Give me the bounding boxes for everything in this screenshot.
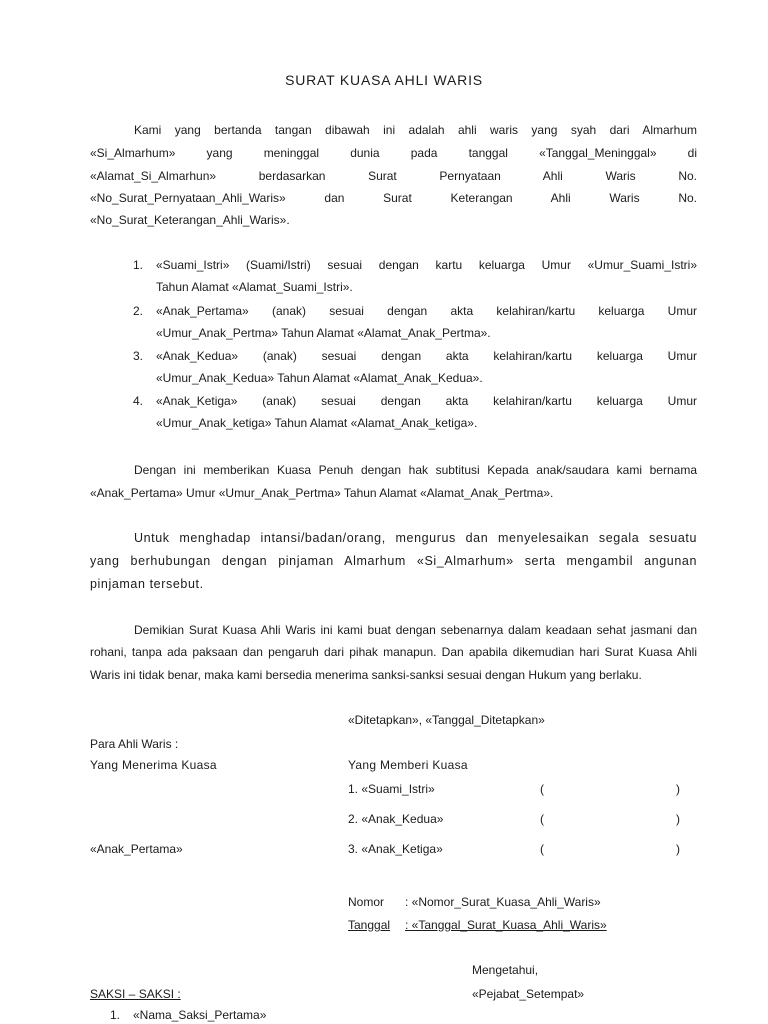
giver-label: Yang Memberi Kuasa bbox=[348, 758, 468, 772]
intro-line-5: «No_Surat_Keterangan_Ahli_Waris». bbox=[90, 213, 290, 227]
receiver-name: «Anak_Pertama» bbox=[90, 842, 183, 856]
witness-number: 1. bbox=[110, 1008, 121, 1022]
acknowledge-label: Mengetahui, bbox=[472, 963, 539, 977]
heir-line-2: «Umur_Anak_ketiga» Tahun Alamat «Alamat_Anak_ketiga». bbox=[156, 416, 478, 430]
signature-open-bracket: ( bbox=[540, 782, 544, 796]
nomor-value: : «Nomor_Surat_Kuasa_Ahli_Waris» bbox=[405, 895, 601, 909]
giver-name-2: 2. «Anak_Kedua» bbox=[348, 812, 444, 826]
signature-close-bracket: ) bbox=[676, 842, 680, 856]
signature-open-bracket: ( bbox=[540, 842, 544, 856]
witness-name: «Nama_Saksi_Pertama» bbox=[133, 1008, 267, 1022]
tanggal-label: Tanggal bbox=[348, 918, 391, 932]
giver-name-1: 1. «Suami_Istri» bbox=[348, 782, 435, 796]
closing-line-1: Demikian Surat Kuasa Ahli Waris ini kami buat dengan sebenarnya dalam keadaan sehat jasmani dan bbox=[134, 623, 697, 637]
witnesses-heading: SAKSI – SAKSI : bbox=[90, 987, 181, 1001]
list-number: 1. bbox=[133, 258, 144, 272]
nomor-label: Nomor bbox=[348, 895, 385, 909]
document-title: SURAT KUASA AHLI WARIS bbox=[285, 72, 483, 88]
closing-line-3: Waris ini tidak benar, maka kami bersedia menerima sanksi-sanksi sesuai dengan Hukum yang berlaku. bbox=[90, 668, 642, 682]
intro-line-4: «No_Surat_Pernyataan_Ahli_Waris» dan Surat Keterangan Ahli Waris No. bbox=[90, 191, 697, 205]
power-line-2: «Anak_Pertama» Umur «Umur_Anak_Pertma» Tahun Alamat «Alamat_Anak_Pertma». bbox=[90, 486, 554, 500]
list-number: 4. bbox=[133, 394, 144, 408]
list-number: 2. bbox=[133, 304, 144, 318]
purpose-line-3: pinjaman tersebut. bbox=[90, 577, 204, 591]
heir-line-2: «Umur_Anak_Kedua» Tahun Alamat «Alamat_Anak_Kedua». bbox=[156, 371, 483, 385]
intro-line-3: «Alamat_Si_Almarhun» berdasarkan Surat Pernyataan Ahli Waris No. bbox=[90, 169, 697, 183]
closing-line-2: rohani, tanpa ada paksaan dan pengaruh dari pihak manapun. Dan apabila dikemudian hari Surat Kuasa Ahli bbox=[90, 645, 697, 659]
signature-open-bracket: ( bbox=[540, 812, 544, 826]
heir-line-2: «Umur_Anak_Pertma» Tahun Alamat «Alamat_Anak_Pertma». bbox=[156, 326, 491, 340]
official-name: «Pejabat_Setempat» bbox=[472, 987, 585, 1001]
heir-line-1: «Anak_Ketiga» (anak) sesuai dengan akta kelahiran/kartu keluarga Umur bbox=[156, 394, 697, 408]
receiver-label: Yang Menerima Kuasa bbox=[90, 758, 217, 772]
power-line-1: Dengan ini memberikan Kuasa Penuh dengan hak subtitusi Kepada anak/saudara kami bernama bbox=[134, 463, 697, 477]
signature-close-bracket: ) bbox=[676, 782, 680, 796]
signature-close-bracket: ) bbox=[676, 812, 680, 826]
intro-line-2: «Si_Almarhum» yang meninggal dunia pada tanggal «Tanggal_Meninggal» di bbox=[90, 146, 697, 160]
heirs-label: Para Ahli Waris : bbox=[90, 737, 179, 751]
place-date: «Ditetapkan», «Tanggal_Ditetapkan» bbox=[348, 713, 545, 727]
purpose-line-2: yang berhubungan dengan pinjaman Almarhum «Si_Almarhum» serta mengambil angunan bbox=[90, 554, 697, 568]
intro-line-1: Kami yang bertanda tangan dibawah ini adalah ahli waris yang syah dari Almarhum bbox=[134, 123, 697, 137]
list-number: 3. bbox=[133, 349, 144, 363]
giver-name-3: 3. «Anak_Ketiga» bbox=[348, 842, 443, 856]
heir-line-1: «Anak_Kedua» (anak) sesuai dengan akta kelahiran/kartu keluarga Umur bbox=[156, 349, 697, 363]
heir-line-2: Tahun Alamat «Alamat_Suami_Istri». bbox=[156, 280, 353, 294]
heir-line-1: «Suami_Istri» (Suami/Istri) sesuai dengan kartu keluarga Umur «Umur_Suami_Istri» bbox=[156, 258, 697, 272]
purpose-line-1: Untuk menghadap intansi/badan/orang, mengurus dan menyelesaikan segala sesuatu bbox=[134, 531, 697, 545]
tanggal-value: : «Tanggal_Surat_Kuasa_Ahli_Waris» bbox=[405, 918, 607, 932]
heirs-list bbox=[0, 258, 768, 438]
heir-line-1: «Anak_Pertama» (anak) sesuai dengan akta kelahiran/kartu keluarga Umur bbox=[156, 304, 697, 318]
